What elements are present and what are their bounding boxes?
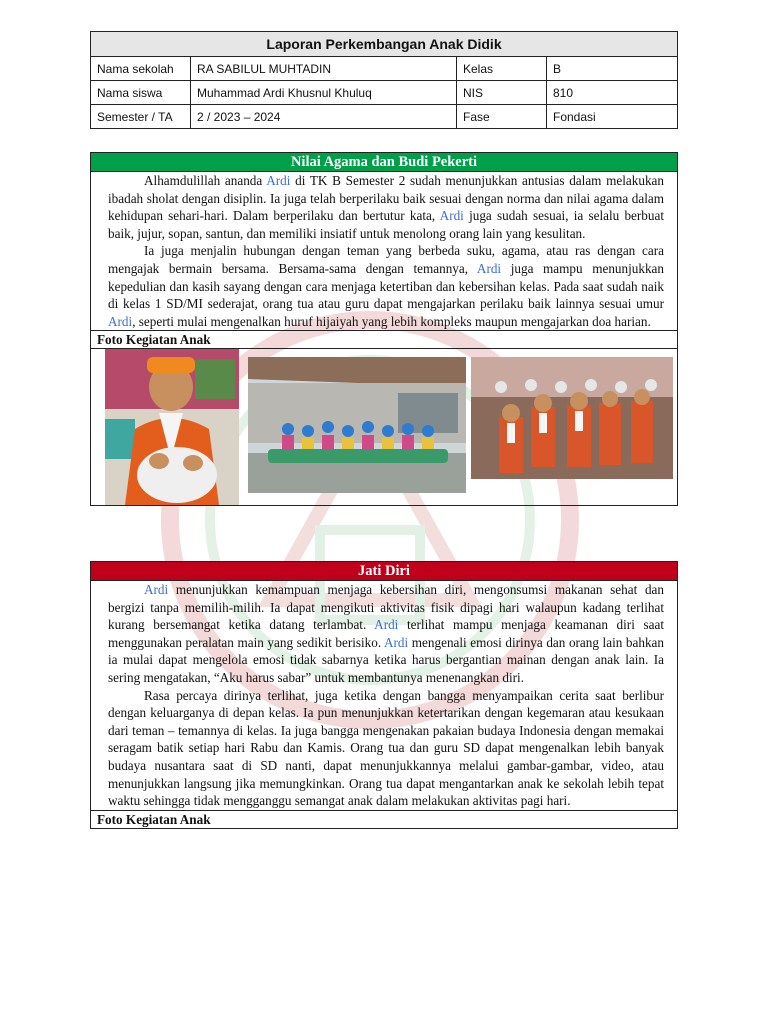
text-run: Alhamdulillah ananda	[144, 173, 267, 188]
text-run: Ia juga menjalin hubungan dengan teman yang berbeda suku, agama, atau ras dengan cara mengajak bermain bersama. Bersama-sama dengan temannya,	[108, 243, 664, 276]
section-agama-text	[91, 172, 677, 330]
section-jati-diri-text	[91, 581, 677, 810]
label-nama-siswa: Nama siswa	[91, 81, 191, 105]
label-nis: NIS	[457, 81, 547, 105]
text-run: terlihat mampu menjaga keamanan diri saat menggunakan peralatan main yang sedikit berisiko.	[108, 617, 665, 650]
value-nis: 810	[547, 81, 678, 105]
foto-kegiatan-label: Foto Kegiatan Anak	[91, 330, 677, 348]
agama-paragraph-1	[108, 172, 664, 242]
section-agama-heading: Nilai Agama dan Budi Pekerti	[91, 153, 677, 172]
student-name: Ardi	[108, 313, 133, 329]
label-kelas: Kelas	[457, 57, 547, 81]
section-agama	[90, 152, 678, 506]
text-run: menunjukkan kemampuan menjaga kebersihan diri, mengonsumsi makanan sehat dan bergizi tanpa memilih-milih. Ia dapat mengikuti aktivitas fisik dipagi hari walaupun kadang terlihat kurang bersemangat ketika datang terlambat.	[108, 582, 664, 633]
student-name: Ardi	[476, 260, 502, 276]
photo-row	[91, 348, 677, 505]
section-jati-diri-heading: Jati Diri	[91, 562, 677, 581]
student-name: Ardi	[144, 582, 169, 597]
text-run: mengenali emosi dirinya dan orang lain bahkan ia mulai dapat mengelola emosi tidak sabarnya ketika harus bergantian mainan dengan anak lain. Ia sering mengatakan, “Aku harus sabar” untuk membantunya menenangkan diri.	[108, 634, 664, 685]
children-praying-indoor-photo	[471, 357, 673, 479]
student-name: Ardi	[439, 208, 464, 224]
student-name: Ardi	[384, 634, 409, 650]
label-semester: Semester / TA	[91, 105, 191, 129]
agama-paragraph-2	[108, 242, 664, 330]
text-run: , seperti mulai mengenalkan huruf hijaiyah yang lebih kompleks maupun mengajarkan doa harian.	[132, 313, 651, 329]
child-in-orange-uniform-photo	[105, 349, 239, 505]
value-semester: 2 / 2023 – 2024	[191, 105, 457, 129]
student-name: Ardi	[374, 617, 399, 633]
label-fase: Fase	[457, 105, 547, 129]
value-kelas: B	[547, 57, 678, 81]
value-nama-siswa: Muhammad Ardi Khusnul Khuluq	[191, 81, 457, 105]
student-name: Ardi	[266, 173, 291, 188]
value-nama-sekolah: RA SABILUL MUHTADIN	[191, 57, 457, 81]
text-run: di TK B Semester 2 sudah menunjukkan antusias dalam melakukan ibadah sholat dengan disiplin. Ia juga telah berperilaku baik sesuai dengan norma dan nilai agama dalam kehidupan sehari-hari. Dalam berperilaku dan bertutur kata,	[108, 173, 664, 224]
student-info-table	[90, 31, 678, 129]
section-jati-diri	[90, 561, 678, 829]
text-run: juga sudah sesuai, ia selalu berbuat baik, jujur, sopan, santun, dan memiliki insiatif untuk menolong orang lain yang kesulitan.	[108, 208, 664, 241]
text-run: juga mampu menunjukkan kepedulian dan kasih sayang dengan cara menjaga ketertiban dan kebersihan kelas. Pada saat sudah naik di kelas 1 SD/MI sederajat, orang tua atau guru dapat mengajarkan perilaku baik lainnya sesuai umur	[108, 260, 664, 312]
label-nama-sekolah: Nama sekolah	[91, 57, 191, 81]
jati-paragraph-1	[108, 581, 664, 687]
foto-kegiatan-label: Foto Kegiatan Anak	[91, 810, 677, 828]
jati-paragraph-2: Rasa percaya dirinya terlihat, juga ketika dengan bangga menyampaikan cerita saat berlibur dengan keluarganya di depan kelas. Ia pun menunjukkan ketertarikan dengan kegemaran atau kesukaan dari teman – temannya di kelas. Ia juga bangga mengenakan pakaian budaya Indonesia dengan memakai seragam batik setiap hari Rabu dan Kamis. Orang tua dan guru SD dapat mengenalkan lebih banyak budaya nusantara saat di SD nanti, dapat menunjukkannya melalui gambar-gambar, video, atau menunjukkan langsung jika memungkinkan. Orang tua dapat mengantarkan anak ke sekolah lebih tepat waktu sehingga tidak mengganggu semangat anak dalam melakukan aktivitas pagi hari.	[108, 687, 664, 809]
class-group-outdoor-photo	[248, 357, 466, 493]
value-fase: Fondasi	[547, 105, 678, 129]
report-title: Laporan Perkembangan Anak Didik	[91, 32, 678, 57]
